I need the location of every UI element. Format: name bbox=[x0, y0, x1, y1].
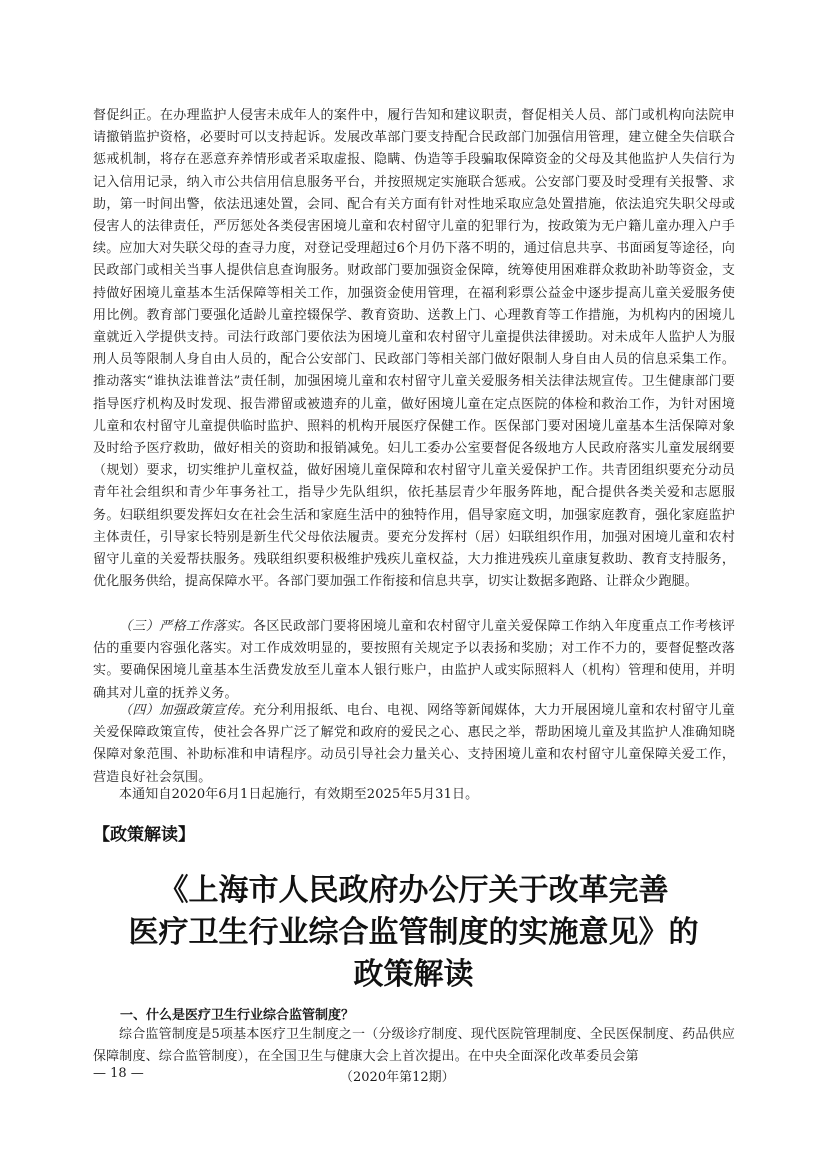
paragraph-intro bbox=[93, 1024, 735, 1068]
section-three-body: 各区民政部门要将困境儿童和农村留守儿童关爱保障工作纳入年度重点工作考核评估的重要内容强化落实。对工作成效明显的，要按照有关规定予以表扬和奖励；对工作不力的，要督促整改落实。要确保困境儿童基本生活费发放至儿童本人银行账户，由监护人或实际照料人（机构）管理和使用，并明确其对儿童的抚养义务。 bbox=[93, 619, 735, 701]
section-three-label: （三）严格工作落实。 bbox=[119, 619, 253, 634]
paragraph-main bbox=[93, 105, 735, 593]
paragraph-main-text: 督促纠正。在办理监护人侵害未成年人的案件中，履行告知和建议职责，督促相关人员、部门或机构向法院申请撤销监护资格，必要时可以支持起诉。发展改革部门要支持配合民政部门加强信用管理，建立健全失信联合惩戒机制，将存在恶意弃养情形或者采取虚报、隐瞒、伪造等手段骗取保障资金的父母及其他监护人失信行为记入信用记录，纳入市公共信用信息服务平台，并按照规定实施联合惩戒。公安部门要及时受理有关报警、求助，第一时间出警，依法迅速处置，会同、配合有关方面有针对性地采取应急处置措施，依法追究失职父母或侵害人的法律责任，严厉惩处各类侵害困境儿童和农村留守儿童的犯罪行为，按政策为无户籍儿童办理入户手续。应加大对失联父母的查寻力度，对登记受理超过6个月仍下落不明的，通过信息共享、书面函复等途径，向民政部门或相关当事人提供信息查询服务。财政部门要加强资金保障，统筹使用困难群众救助补助等资金，支持做好困境儿童基本生活保障等相关工作，加强资金使用管理，在福利彩票公益金中逐步提高儿童关爱服务使用比例。教育部门要强化适龄儿童控辍保学、教育资助、送教上门、心理教育等工作措施，为机构内的困境儿童就近入学提供支持。司法行政部门要依法为困境儿童和农村留守儿童提供法律援助。对未成年人监护人为服刑人员等限制人身自由人员的，配合公安部门、民政部门等相关部门做好限制人身自由人员的信息采集工作。推动落实“谁执法谁普法”责任制，加强困境儿童和农村留守儿童关爱服务相关法律法规宣传。卫生健康部门要指导医疗机构及时发现、报告滞留或被遗弃的儿童，做好困境儿童在定点医院的体检和救治工作，为针对困境儿童和农村留守儿童提供临时监护、照料的机构开展医疗保健工作。医保部门要对困境儿童基本生活保障对象及时给予医疗救助，做好相关的资助和报销减免。妇儿工委办公室要督促各级地方人民政府落实儿童发展纲要（规划）要求，切实维护儿童权益，做好困境儿童保障和农村留守儿童关爱保护工作。共青团组织要充分动员青年社会组织和青少年事务社工，指导少先队组织，依托基层青少年服务阵地，配合提供各类关爱和志愿服务。妇联组织要发挥妇女在社会生活和家庭生活中的独特作用，倡导家庭文明，加强家庭教育，强化家庭监护主体责任，引导家长特别是新生代父母依法履责。要充分发挥村（居）妇联组织作用，加强对困境儿童和农村留守儿童的关爱帮扶服务。残联组织要积极维护残疾儿童权益，大力推进残疾儿童康复救助、教育支持服务，优化服务供给，提高保障水平。各部门要加强工作衔接和信息共享，切实让数据多跑路、让群众少跑腿。 bbox=[93, 108, 735, 590]
intro-text: 综合监管制度是5项基本医疗卫生制度之一（分级诊疗制度、现代医院管理制度、全民医保制度、药品供应保障制度、综合监管制度），在全国卫生与健康大会上首次提出。在中央全面深化改革委员会第 bbox=[93, 1027, 735, 1065]
issue-label: （2020年第12期） bbox=[340, 1070, 455, 1085]
article-title bbox=[60, 870, 767, 996]
page-number: — 18 — bbox=[93, 1066, 144, 1081]
paragraph-effective-date bbox=[93, 784, 735, 806]
article-title-line-3: 政策解读 bbox=[353, 957, 474, 992]
heading-one: 一、什么是医疗卫生行业综合监管制度？ bbox=[120, 1008, 355, 1023]
section-four-label: （四）加强政策宣传。 bbox=[119, 703, 253, 718]
section-tag-policy-interpretation: 【政策解读】 bbox=[93, 825, 195, 845]
section-four-body: 充分利用报纸、电台、电视、网络等新闻媒体，大力开展困境儿童和农村留守儿童关爱保障政策宣传，使社会各界广泛了解党和政府的爱民之心、惠民之举，帮助困境儿童及其监护人准确知晓保障对象范围、补助标准和申请程序。动员引导社会力量关心、支持困境儿童和农村留守儿童保障关爱工作，营造良好社会氛围。 bbox=[93, 703, 735, 785]
paragraph-section-three bbox=[93, 616, 735, 705]
effective-date-text: 本通知自2020年6月1日起施行，有效期至2025年5月31日。 bbox=[119, 787, 479, 802]
paragraph-section-four bbox=[93, 700, 735, 789]
article-title-line-1: 《上海市人民政府办公厅关于改革完善 bbox=[158, 873, 669, 908]
article-title-line-2: 医疗卫生行业综合监管制度的实施意见》的 bbox=[128, 915, 699, 950]
